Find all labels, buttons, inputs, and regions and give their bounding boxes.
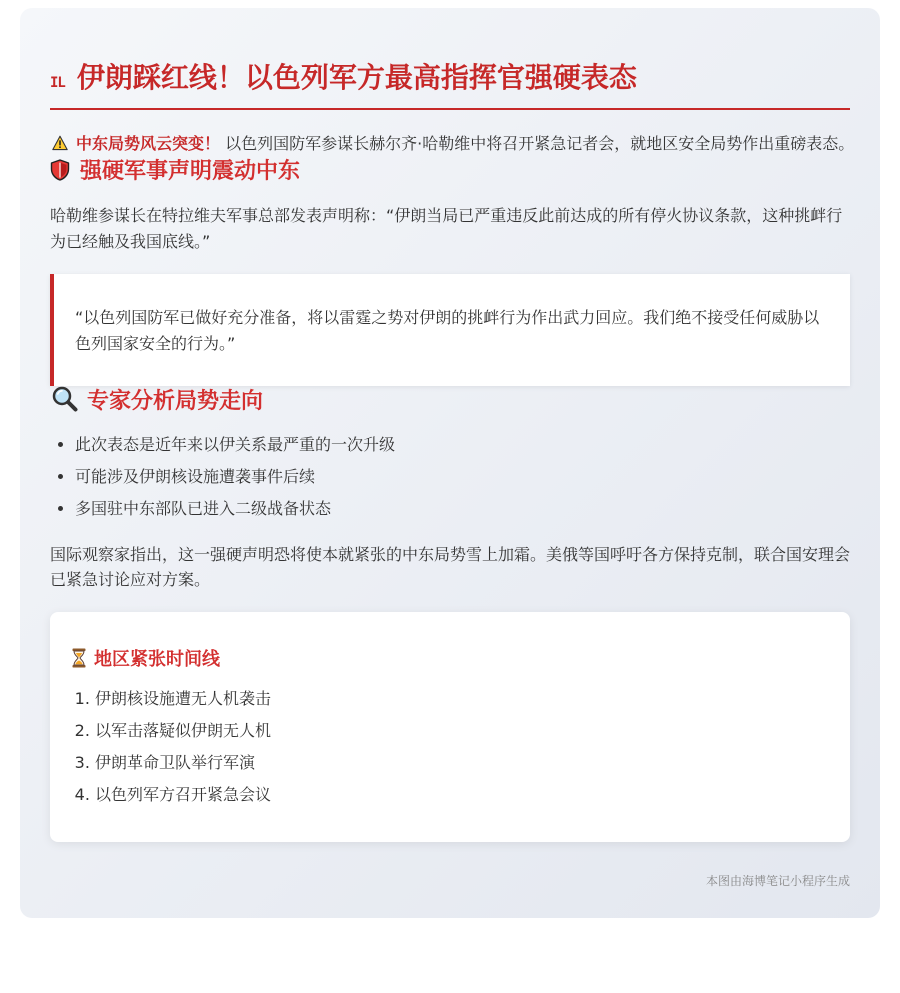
timeline-heading-text: 地区紧张时间线 — [94, 648, 220, 670]
list-item: • 此次表态是近年来以伊关系最严重的一次升级 — [75, 432, 850, 458]
timeline-event: 4. 以色列军方召开紧急会议 — [95, 782, 828, 808]
warning-icon — [52, 135, 68, 151]
analysis-section-heading — [50, 386, 850, 418]
intro-text: 以色列国防军参谋长赫尔齐·哈勒维中将召开紧急记者会，就地区安全局势作出重磅表态。 — [225, 134, 855, 153]
timeline-heading — [72, 647, 828, 672]
list-item: • 可能涉及伊朗核设施遭袭事件后续 — [75, 464, 850, 490]
analysis-points-list — [50, 432, 850, 522]
statement-quote — [50, 274, 850, 386]
magnifier-icon — [52, 386, 78, 412]
article-card — [20, 8, 880, 918]
flag-icon: IL — [50, 75, 65, 91]
timeline-event: 1. 伊朗核设施遭无人机袭击 — [95, 686, 828, 712]
page-title — [50, 61, 850, 110]
observers-paragraph: 国际观察家指出，这一强硬声明恐将使本就紧张的中东局势雪上加霜。美俄等国呼吁各方保持克制，联合国安理会已紧急讨论应对方案。 — [50, 544, 851, 590]
statement-paragraph: 哈勒维参谋长在特拉维夫军事总部发表声明称：“伊朗当局已严重违反此前达成的所有停火协议条款，这种挑衅行为已经触及我国底线。” — [50, 206, 843, 251]
intro-highlight: 中东局势风云突变！ — [76, 134, 221, 153]
statement-section-heading — [50, 157, 850, 188]
timeline-event: 2. 以军击落疑似伊朗无人机 — [95, 718, 828, 744]
timeline-box — [50, 612, 850, 842]
timeline-events-list — [72, 686, 828, 808]
list-item: • 多国驻中东部队已进入二级战备状态 — [75, 496, 850, 522]
timeline-event: 3. 伊朗革命卫队举行军演 — [95, 750, 828, 776]
page-title-text: 伊朗踩红线！以色列军方最高指挥官强硬表态 — [76, 61, 637, 94]
analysis-heading-text: 专家分析局势走向 — [87, 389, 264, 415]
statement-quote-text: “以色列国防军已做好充分准备，将以雷霆之势对伊朗的挑衅行为作出武力回应。我们绝不接受任何威胁以色列国家安全的行为。” — [75, 308, 820, 353]
footer-credit: 本图由海博笔记小程序生成 — [705, 873, 850, 888]
statement-heading-text: 强硬军事声明震动中东 — [80, 158, 301, 184]
hourglass-icon — [72, 648, 86, 668]
shield-icon — [50, 159, 70, 181]
intro-paragraph — [50, 131, 855, 157]
